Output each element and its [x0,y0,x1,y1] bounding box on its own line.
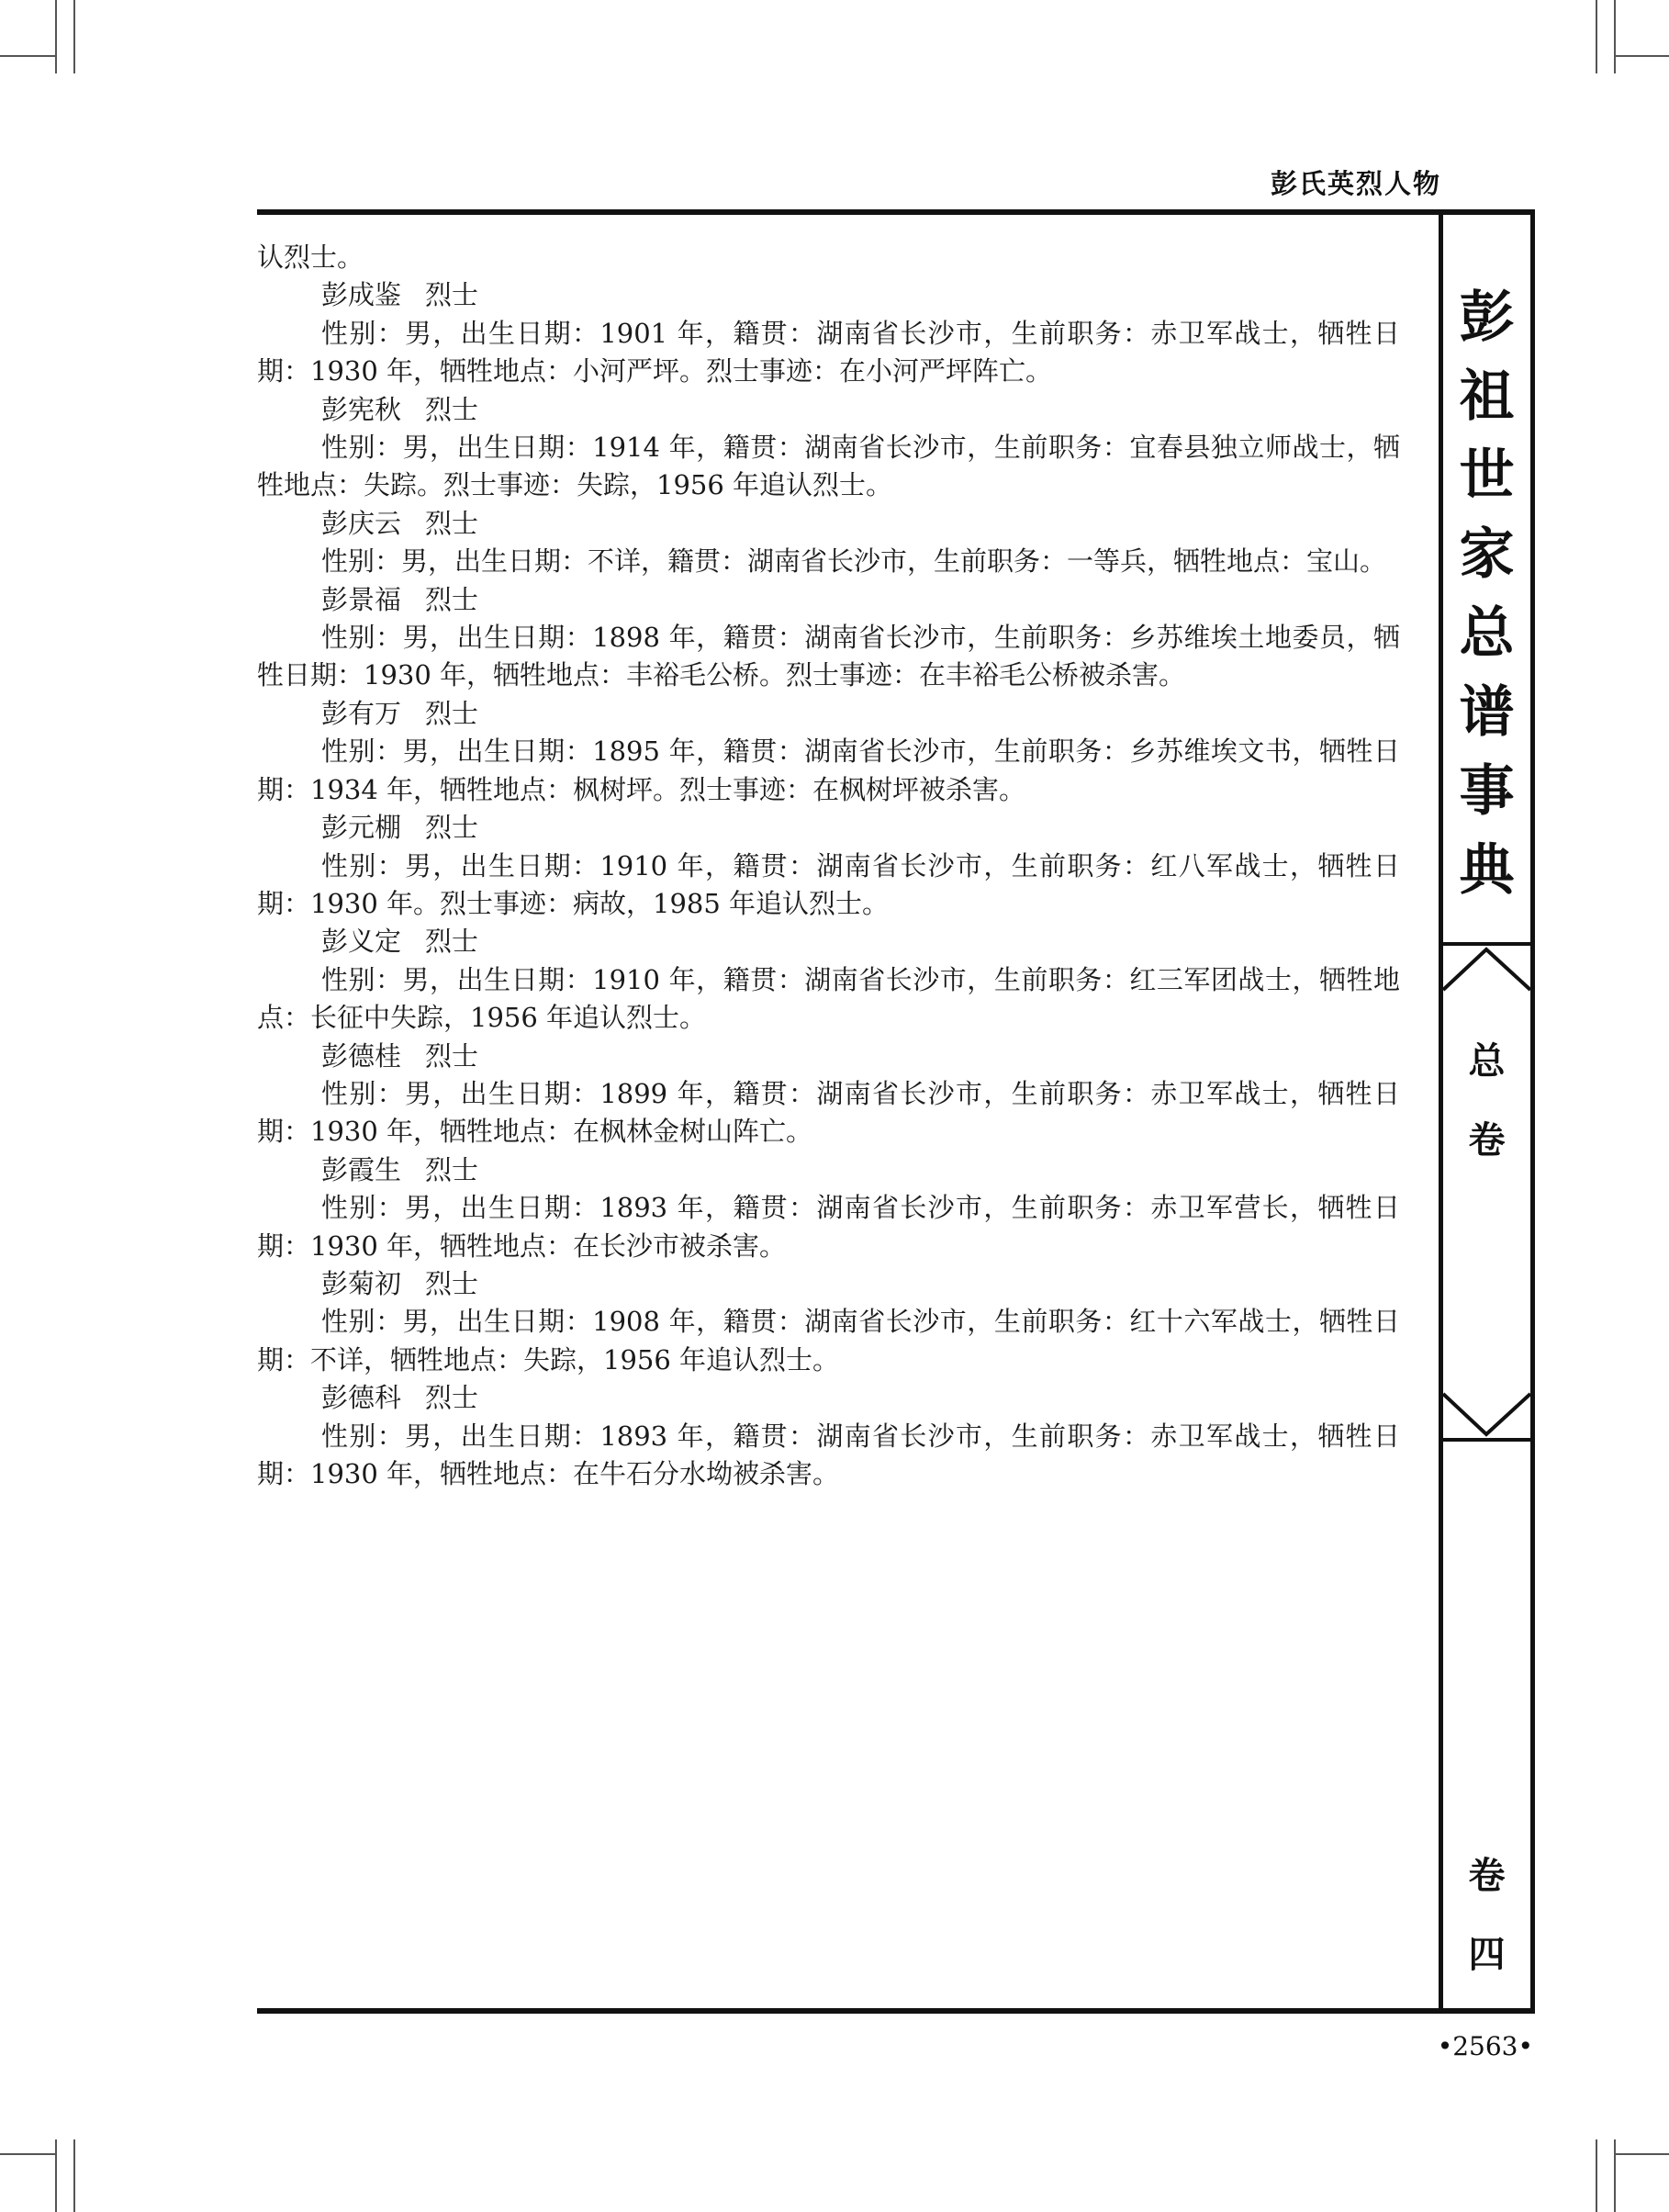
side-title-char: 家 [1459,522,1515,587]
entry-text: 性别：男，出生日期：1910 年，籍贯：湖南省长沙市，生前职务：红八军战士，牺牲日期：1930 年。烈士事迹：病故，1985 年追认烈士。 [257,849,1400,919]
entry-text: 性别：男，出生日期：1908 年，籍贯：湖南省长沙市，生前职务：红十六军战士，牺牲日期：不详，牺牲地点：失踪，1956 年追认烈士。 [257,1306,1400,1375]
running-head: 彭氏英烈人物 [1270,168,1441,199]
entry-name: 彭菊初 [321,1267,402,1299]
side-title [1443,278,1530,910]
crop-mark [0,55,55,57]
crop-mark [1614,2139,1616,2212]
chapter-label-char: 四 [1468,1934,1506,1976]
entry-name: 彭庆云 [321,507,402,539]
entry [257,1379,1400,1493]
volume-label-char: 卷 [1468,1119,1506,1162]
entry-status: 烈士 [425,697,479,729]
side-title-char: 谱 [1459,680,1515,745]
entry-name: 彭德桂 [321,1039,402,1072]
main-text [257,239,1400,1493]
entry-status: 烈士 [425,583,479,615]
entry [257,581,1400,695]
entry [257,1151,1400,1265]
entry-name: 彭德科 [321,1382,402,1414]
entry-name: 彭有万 [321,697,402,729]
volume-label [1443,1022,1530,1180]
entry [257,391,1400,505]
entry-status: 烈士 [425,1153,479,1185]
entry-name: 彭义定 [321,926,402,958]
entry-heading [257,1151,1400,1189]
crop-mark [55,0,57,73]
entry-status: 烈士 [425,279,479,311]
top-rule [257,209,1535,215]
entry-heading [257,391,1400,429]
page-number: •2563• [1437,2031,1533,2061]
entry-name: 彭元棚 [321,812,402,844]
side-title-char: 彭 [1459,286,1515,350]
entry-status: 烈士 [425,507,479,539]
side-title-char: 总 [1459,601,1515,666]
entry-text: 性别：男，出生日期：1893 年，籍贯：湖南省长沙市，生前职务：赤卫军营长，牺牲日期：1930 年，牺牲地点：在长沙市被杀害。 [257,1192,1400,1262]
entry-heading [257,695,1400,733]
crop-mark [0,2153,55,2155]
side-title-char: 典 [1459,838,1515,903]
entry-heading [257,809,1400,847]
crop-mark [1614,0,1616,73]
entry-text: 性别：男，出生日期：1914 年，籍贯：湖南省长沙市，生前职务：宜春县独立师战士，牺牲地点：失踪。烈士事迹：失踪，1956 年追认烈士。 [257,432,1400,501]
entry [257,809,1400,923]
bottom-rule [257,2008,1535,2014]
crop-mark [1596,2139,1597,2212]
entry-heading [257,1379,1400,1417]
entry-text: 性别：男，出生日期：1893 年，籍贯：湖南省长沙市，生前职务：赤卫军战士，牺牲日期：1930 年，牺牲地点：在牛石分水坳被杀害。 [257,1420,1400,1489]
entry-status: 烈士 [425,393,479,425]
entry-text: 性别：男，出生日期：1901 年，籍贯：湖南省长沙市，生前职务：赤卫军战士，牺牲日期：1930 年，牺牲地点：小河严坪。烈士事迹：在小河严坪阵亡。 [257,317,1400,387]
crop-mark [73,2139,75,2212]
crop-mark [55,2139,57,2212]
entry-status: 烈士 [425,1039,479,1072]
entry-name: 彭宪秋 [321,393,402,425]
chapter-label [1443,1836,1530,1994]
side-title-char: 世 [1459,444,1515,508]
entry-name: 彭成鉴 [321,279,402,311]
entry-text: 性别：男，出生日期：1898 年，籍贯：湖南省长沙市，生前职务：乡苏维埃土地委员，牺牲日期：1930 年，牺牲地点：丰裕毛公桥。烈士事迹：在丰裕毛公桥被杀害。 [257,622,1400,691]
entry-heading [257,1265,1400,1303]
entry-status: 烈士 [425,1267,479,1299]
entry-heading [257,923,1400,960]
entry-heading [257,505,1400,543]
entry [257,923,1400,1037]
entry [257,1038,1400,1151]
entry [257,695,1400,809]
continuation-line: 认烈士。 [257,241,364,273]
entry-name: 彭景福 [321,583,402,615]
entry-text: 性别：男，出生日期：不详，籍贯：湖南省长沙市，生前职务：一等兵，牺牲地点：宝山。 [321,545,1387,578]
entry-heading [257,276,1400,314]
side-divider [1443,1438,1530,1442]
side-title-char: 事 [1459,759,1515,824]
crop-mark [73,0,75,73]
volume-label-char: 总 [1468,1040,1506,1083]
entry-text: 性别：男，出生日期：1895 年，籍贯：湖南省长沙市，生前职务：乡苏维埃文书，牺牲日期：1934 年，牺牲地点：枫树坪。烈士事迹：在枫树坪被杀害。 [257,735,1400,805]
entry-status: 烈士 [425,812,479,844]
side-tab [1439,214,1535,2011]
entry-status: 烈士 [425,1382,479,1414]
entry-name: 彭霞生 [321,1153,402,1185]
entry [257,276,1400,390]
entry-text: 性别：男，出生日期：1910 年，籍贯：湖南省长沙市，生前职务：红三军团战士，牺牲地点：长征中失踪，1956 年追认烈士。 [257,963,1400,1034]
chevron-up-icon [1443,946,1530,992]
crop-mark [1616,55,1669,57]
entry [257,505,1400,581]
crop-mark [1596,0,1597,73]
crop-mark [1616,2153,1669,2155]
entry [257,1265,1400,1379]
chevron-down-icon [1443,1392,1530,1438]
entry-heading [257,1038,1400,1075]
entry-heading [257,581,1400,619]
entry-text: 性别：男，出生日期：1899 年，籍贯：湖南省长沙市，生前职务：赤卫军战士，牺牲日期：1930 年，牺牲地点：在枫林金树山阵亡。 [257,1077,1400,1148]
entry-status: 烈士 [425,926,479,958]
chapter-label-char: 卷 [1468,1855,1506,1897]
side-title-char: 祖 [1459,365,1515,429]
